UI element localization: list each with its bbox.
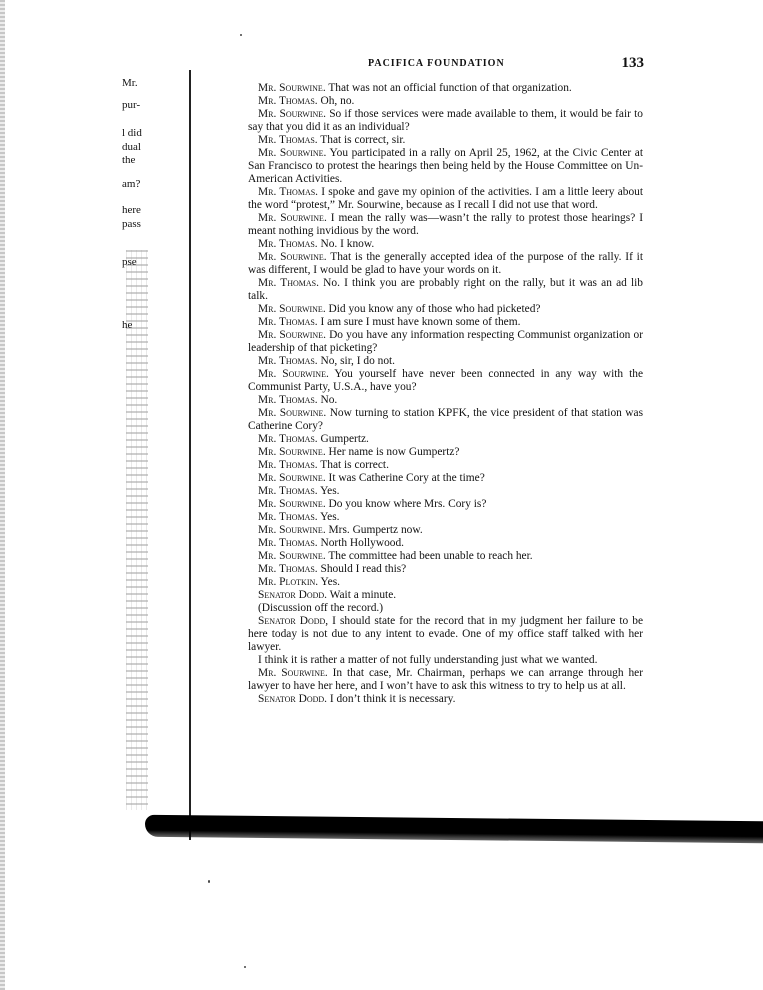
statement-text: So if those services were made available to them, it would be fair to say that you did it as an individual? bbox=[248, 108, 643, 133]
statement-text: I am sure I must have known some of them. bbox=[317, 316, 521, 328]
transcript-paragraph bbox=[248, 238, 643, 251]
statement-text: The committee had been unable to reach her. bbox=[325, 550, 533, 562]
speaker-name: Mr. Thomas. bbox=[258, 563, 318, 575]
speaker-name: Mr. Thomas. bbox=[258, 316, 318, 328]
statement-text: No. bbox=[317, 394, 338, 406]
statement-text: Yes. bbox=[318, 576, 340, 588]
statement-text: It was Catherine Cory at the time? bbox=[325, 472, 485, 484]
speaker-name: Mr. Sourwine. bbox=[258, 303, 326, 315]
scan-binding-shadow bbox=[145, 815, 763, 843]
speaker-name: Mr. Thomas. bbox=[258, 394, 318, 406]
running-head: PACIFICA FOUNDATION bbox=[368, 58, 505, 69]
speaker-name: Mr. Sourwine. bbox=[258, 212, 327, 224]
transcript-paragraph bbox=[248, 667, 643, 693]
speaker-name: Senator Dodd. bbox=[258, 693, 327, 705]
statement-text: No, sir, I do not. bbox=[317, 355, 396, 367]
scan-edge bbox=[0, 0, 5, 990]
speaker-name: Mr. Sourwine. bbox=[258, 472, 326, 484]
speaker-name: Mr. Sourwine. bbox=[258, 108, 327, 120]
statement-text: Oh, no. bbox=[317, 95, 355, 107]
transcript-paragraph bbox=[248, 654, 643, 667]
speaker-name: Mr. Thomas. bbox=[258, 459, 318, 471]
gutter-fragment: l did bbox=[122, 127, 142, 139]
speaker-name: Mr. Thomas. bbox=[258, 277, 319, 289]
statement-text: That was not an official function of that organization. bbox=[325, 82, 572, 94]
transcript-paragraph bbox=[248, 498, 643, 511]
speaker-name: Mr. Sourwine. bbox=[258, 329, 326, 341]
statement-text: That is correct, sir. bbox=[317, 134, 406, 146]
speaker-name: Mr. Sourwine. bbox=[258, 251, 327, 263]
gutter-fragment: dual bbox=[122, 141, 141, 153]
statement-text: Did you know any of those who had picketed? bbox=[325, 303, 541, 315]
transcript-paragraph bbox=[248, 251, 643, 277]
statement-text: I should state for the record that in my judgment her failure to be here today is not due to any intent to evade. One of my office staff talked with her lawyer. bbox=[248, 615, 644, 653]
transcript-paragraph bbox=[248, 485, 643, 498]
transcript-paragraph bbox=[248, 576, 643, 589]
speaker-name: Mr. Sourwine. bbox=[258, 550, 326, 562]
statement-text: In that case, Mr. Chairman, perhaps we can arrange through her lawyer to have her here, and I won’t have to ask this witness to try to help us at all. bbox=[248, 667, 643, 692]
speaker-name: Mr. Sourwine. bbox=[258, 498, 326, 510]
transcript-paragraph bbox=[248, 459, 643, 472]
transcript-paragraph bbox=[248, 446, 643, 459]
speaker-name: Mr. Thomas. bbox=[258, 485, 318, 497]
transcript-paragraph bbox=[248, 147, 643, 186]
speaker-name: Mr. Thomas. bbox=[258, 433, 318, 445]
transcript-paragraph bbox=[248, 550, 643, 563]
statement-text: I think it is rather a matter of not fully understanding just what we wanted. bbox=[258, 654, 598, 666]
gutter-fragment: am? bbox=[122, 178, 141, 190]
speaker-name: Mr. Sourwine. bbox=[258, 667, 328, 679]
gutter-fragment: the bbox=[122, 154, 136, 166]
hearing-transcript bbox=[248, 82, 643, 706]
transcript-paragraph bbox=[248, 303, 643, 316]
statement-text: Mrs. Gumpertz now. bbox=[325, 524, 423, 536]
transcript-paragraph bbox=[248, 95, 643, 108]
gutter-fragment: pse bbox=[122, 256, 137, 268]
speaker-name: Mr. Thomas. bbox=[258, 134, 318, 146]
transcript-paragraph bbox=[248, 277, 643, 303]
transcript-paragraph bbox=[248, 563, 643, 576]
transcript-paragraph bbox=[248, 186, 643, 212]
statement-text: Yes. bbox=[317, 511, 340, 523]
transcript-paragraph bbox=[248, 368, 643, 394]
transcript-paragraph bbox=[248, 537, 643, 550]
transcript-paragraph bbox=[248, 316, 643, 329]
speaker-name: Mr. Sourwine. bbox=[258, 446, 326, 458]
page-header bbox=[258, 55, 644, 74]
speaker-name: Senator Dodd, bbox=[258, 615, 329, 627]
statement-text: No. I think you are probably right on the rally, but it was an ad lib talk. bbox=[248, 277, 644, 302]
speaker-name: Mr. Thomas. bbox=[258, 355, 318, 367]
speaker-name: Mr. Plotkin. bbox=[258, 576, 319, 588]
transcript-paragraph bbox=[248, 329, 643, 355]
scan-speck bbox=[240, 34, 242, 36]
statement-text: You yourself have never been connected in any way with the Communist Party, U.S.A., have you? bbox=[248, 368, 643, 393]
scan-speck bbox=[244, 966, 246, 968]
speaker-name: Mr. Thomas. bbox=[258, 537, 318, 549]
gutter-bleed-marks bbox=[126, 250, 148, 810]
transcript-paragraph bbox=[248, 134, 643, 147]
transcript-paragraph bbox=[248, 693, 643, 706]
statement-text: That is the generally accepted idea of the purpose of the rally. If it was different, I would be glad to have your words on it. bbox=[248, 251, 644, 276]
transcript-paragraph bbox=[248, 108, 643, 134]
statement-text: You participated in a rally on April 25, 1962, at the Civic Center at San Francisco to protest the hearings then being held by the House Committee on Un-American Activities. bbox=[248, 147, 643, 185]
speaker-name: Mr. Sourwine. bbox=[258, 147, 327, 159]
transcript-paragraph bbox=[248, 524, 643, 537]
statement-text: (Discussion off the record.) bbox=[258, 602, 384, 614]
transcript-paragraph bbox=[248, 212, 643, 238]
speaker-name: Senator Dodd. bbox=[258, 589, 327, 601]
speaker-name: Mr. Sourwine. bbox=[258, 368, 329, 380]
statement-text: North Hollywood. bbox=[317, 537, 405, 549]
speaker-name: Mr. Sourwine. bbox=[258, 407, 327, 419]
speaker-name: Mr. Thomas. bbox=[258, 511, 318, 523]
page-number: 133 bbox=[621, 55, 644, 71]
transcript-paragraph bbox=[248, 615, 643, 654]
transcript-paragraph bbox=[248, 589, 643, 602]
speaker-name: Mr. Thomas. bbox=[258, 238, 318, 250]
transcript-paragraph bbox=[248, 511, 643, 524]
transcript-paragraph bbox=[248, 82, 643, 95]
speaker-name: Mr. Sourwine. bbox=[258, 82, 326, 94]
statement-text: I spoke and gave my opinion of the activities. I am a little leery about the word “protest,” Mr. Sourwine, because as I recall I did not use that word. bbox=[248, 186, 644, 211]
gutter-fragment: pass bbox=[122, 218, 141, 230]
transcript-paragraph bbox=[248, 472, 643, 485]
gutter-fragment: he bbox=[122, 319, 133, 331]
statement-text: Do you have any information respecting Communist organization or leadership of that picketing? bbox=[248, 329, 643, 354]
gutter-fragment: here bbox=[122, 204, 141, 216]
transcript-paragraph bbox=[248, 394, 643, 407]
book-spine-line bbox=[189, 70, 191, 840]
statement-text: Her name is now Gumpertz? bbox=[325, 446, 460, 458]
statement-text: That is correct. bbox=[317, 459, 389, 471]
gutter-fragment: Mr. bbox=[122, 77, 138, 89]
statement-text: I mean the rally was—wasn’t the rally to protest those hearings? I meant nothing invidious by the word. bbox=[248, 212, 644, 237]
transcript-paragraph bbox=[248, 355, 643, 368]
statement-text: Yes. bbox=[317, 485, 340, 497]
scan-speck bbox=[208, 880, 210, 883]
statement-text: Wait a minute. bbox=[327, 589, 397, 601]
statement-text: Gumpertz. bbox=[317, 433, 369, 445]
statement-text: Now turning to station KPFK, the vice president of that station was Catherine Cory? bbox=[248, 407, 643, 432]
transcript-paragraph bbox=[248, 407, 643, 433]
speaker-name: Mr. Sourwine. bbox=[258, 524, 326, 536]
statement-text: No. I know. bbox=[317, 238, 375, 250]
transcript-paragraph bbox=[248, 602, 643, 615]
gutter-fragment: pur- bbox=[122, 99, 141, 111]
speaker-name: Mr. Thomas. bbox=[258, 95, 318, 107]
speaker-name: Mr. Thomas. bbox=[258, 186, 319, 198]
statement-text: Should I read this? bbox=[317, 563, 407, 575]
statement-text: I don’t think it is necessary. bbox=[327, 693, 456, 705]
transcript-paragraph bbox=[248, 433, 643, 446]
statement-text: Do you know where Mrs. Cory is? bbox=[325, 498, 487, 510]
